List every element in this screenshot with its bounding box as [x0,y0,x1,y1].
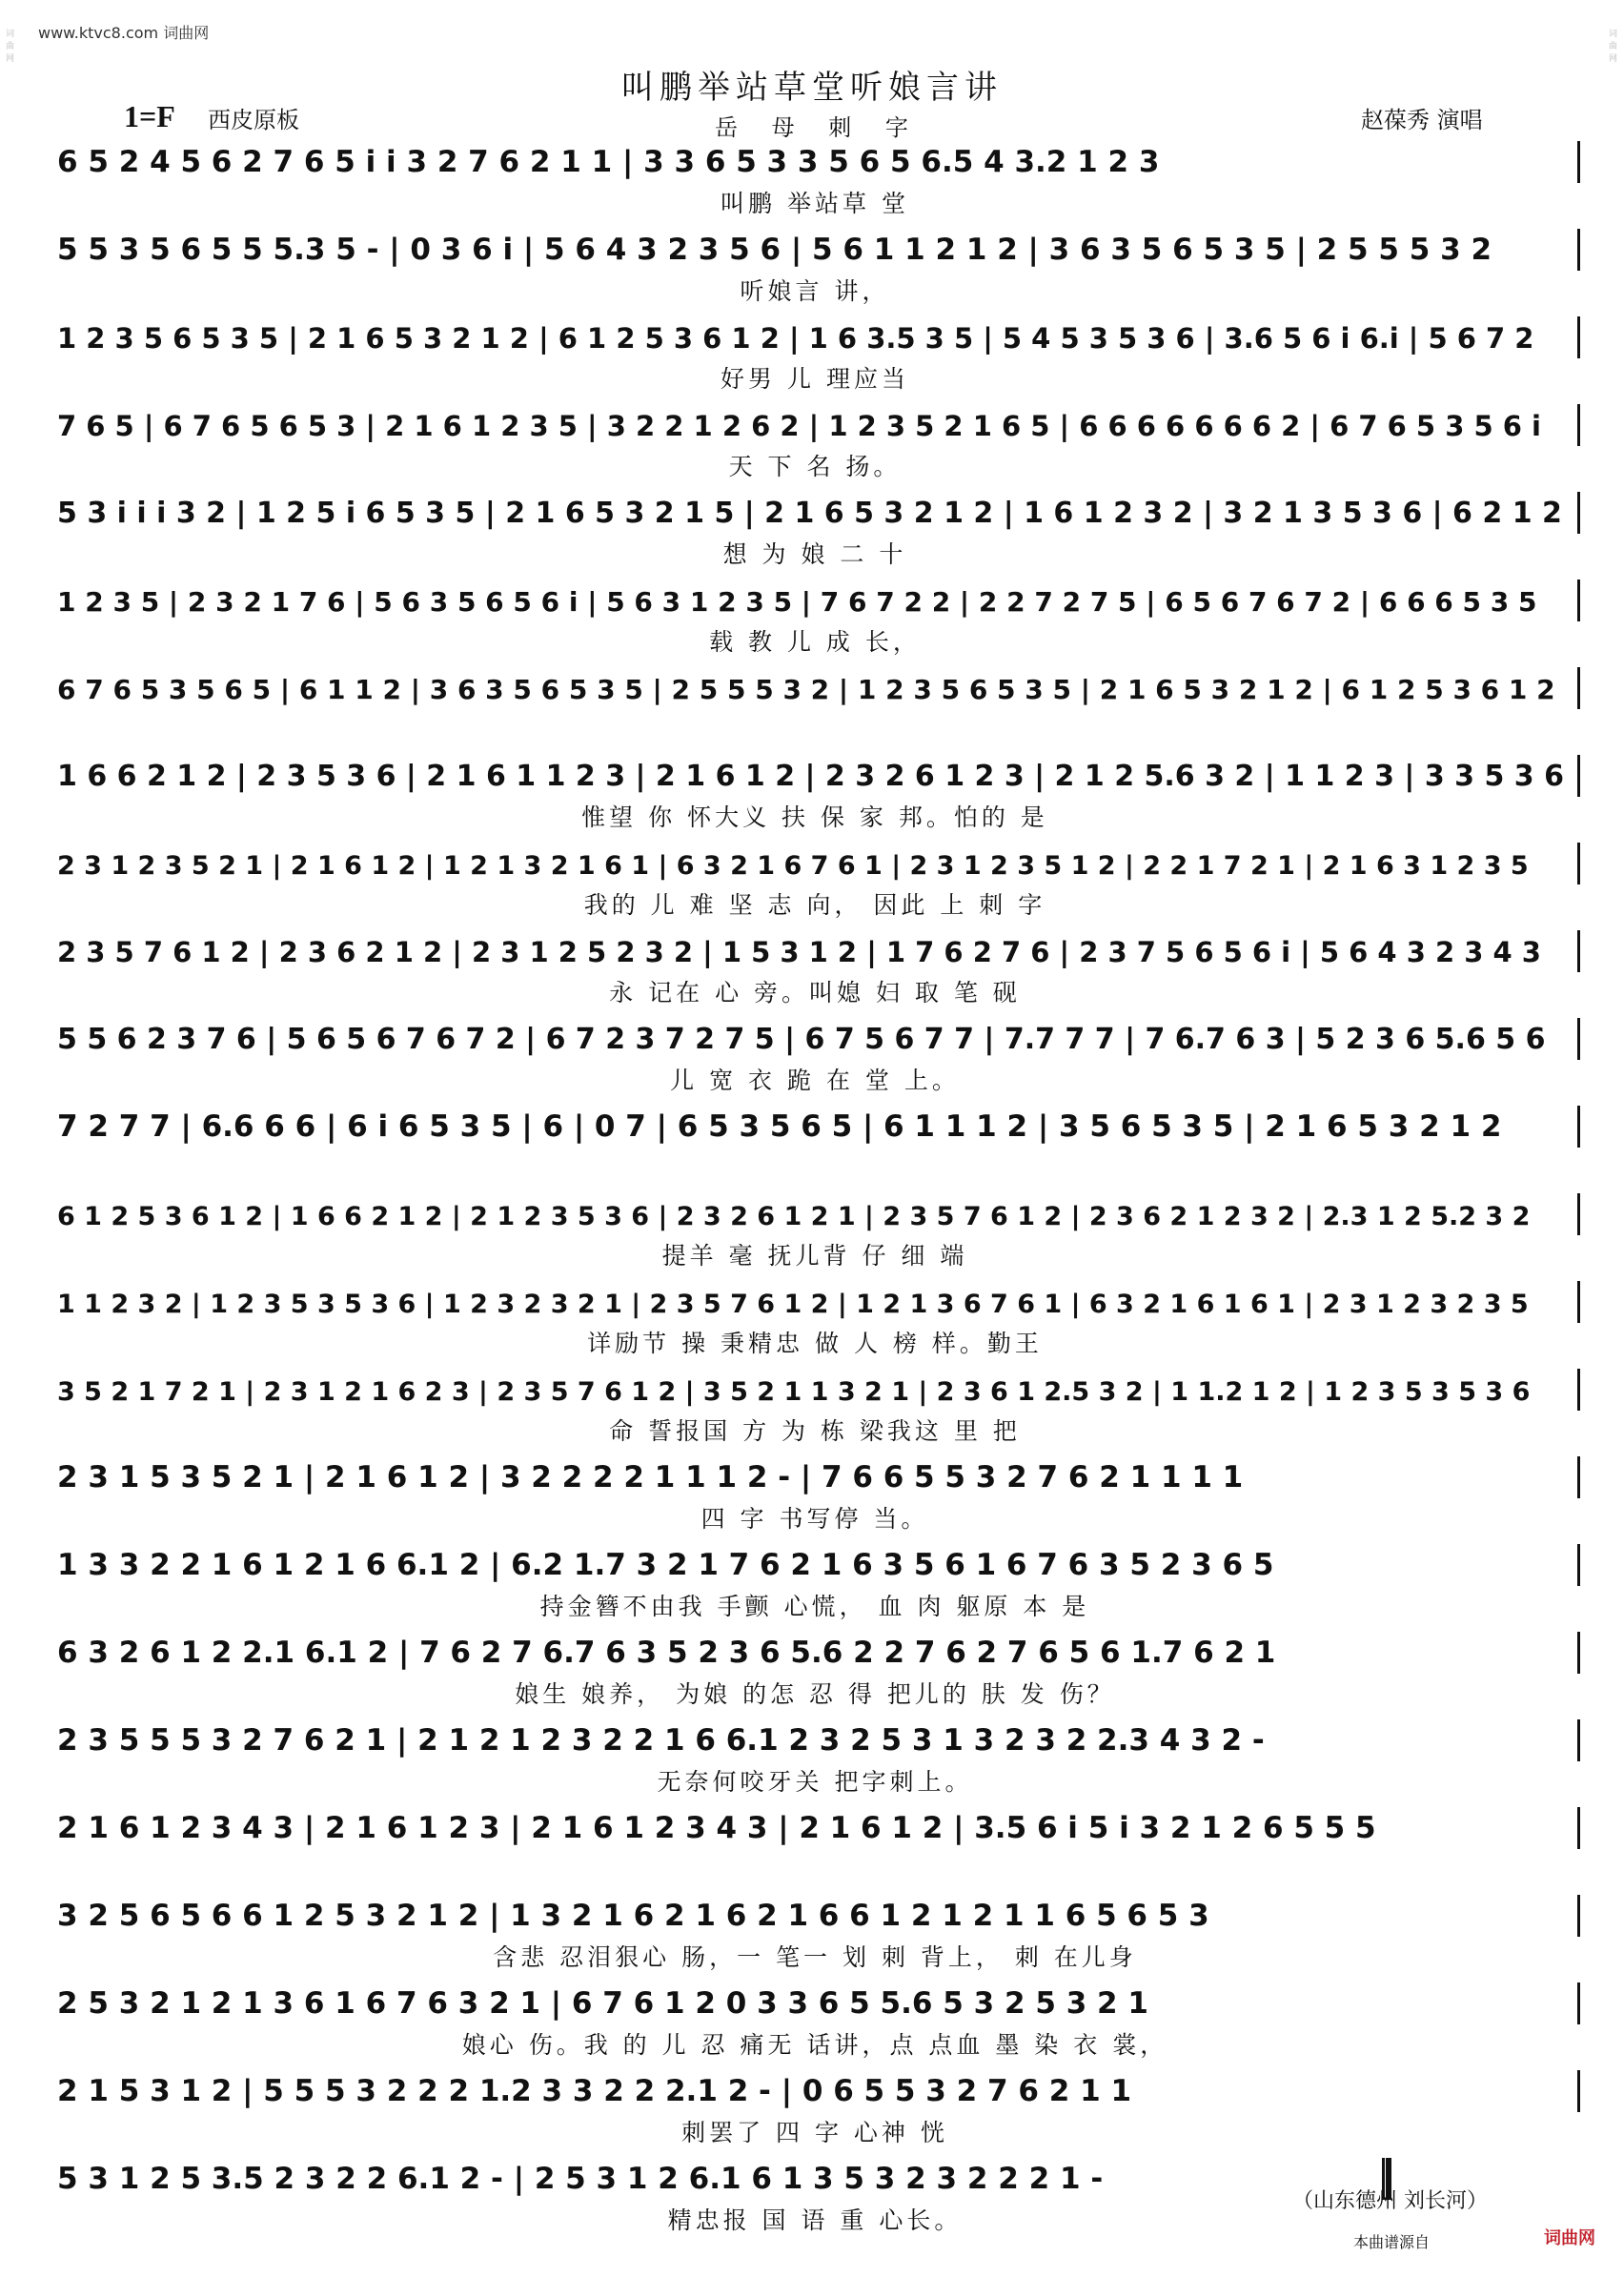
barline [1577,1369,1580,1411]
barline [1577,1719,1580,1761]
barline [1577,1807,1580,1849]
lyric-row: 娘心 伤。我 的 儿 忍 痛无 话讲，点 点血 墨 染 衣 裳， [461,2031,1168,2059]
barline [1577,755,1580,797]
lyric-row: 娘生 娘养， 为娘 的怎 忍 得 把儿的 肤 发 伤？ [515,1680,1115,1708]
note-row: 7 2 7 7 | 6.6 6 6 | 6 i 6 5 3 5 | 6 | 0 7 | 6 5 3 5 6 5 | 6 1 1 1 2 | 3 5 6 5 3 5 | 2 1 6 5 3 2 1 2 [57,1106,1573,1147]
barline [1577,1193,1580,1235]
key-signature: 1=F [124,99,175,133]
note-row: 3 2 5 6 5 6 6 1 2 5 3 2 1 2 | 1 3 2 1 6 2 1 6 2 1 6 6 1 2 1 2 1 1 6 5 6 5 3 [57,1895,1573,1936]
barline [1577,930,1580,972]
barline [1577,1895,1580,1937]
lyric-row: 详励节 操 秉精忠 做 人 榜 样。勤王 [587,1330,1043,1357]
note-row: 6 7 6 5 3 5 6 5 | 6 1 1 2 | 3 6 3 5 6 5 3 5 | 2 5 5 5 3 2 | 1 2 3 5 6 5 3 5 | 2 1 6 5 3 2 1 2 | 6 1 2 5 3 6 1 2 [57,667,1573,708]
note-row: 6 5 2 4 5 6 2 7 6 5 i i 3 2 7 6 2 1 1 | 3 3 6 5 3 3 5 6 5 6.5 4 3.2 1 2 3 [57,141,1573,182]
site-logo: 词曲网 [1544,2228,1595,2248]
note-row: 5 3 1 2 5 3.5 2 3 2 2 6.1 2 - | 2 5 3 1 2 6.1 6 1 3 5 3 2 3 2 2 2 1 - [57,2158,1573,2199]
barline [1577,1544,1580,1586]
note-row: 2 1 6 1 2 3 4 3 | 2 1 6 1 2 3 | 2 1 6 1 2 3 4 3 | 2 1 6 1 2 | 3.5 6 i 5 i 3 2 1 2 6 5 5 5 [57,1807,1573,1848]
side-watermark-right: 词曲网 [1609,30,1618,64]
lyric-row [57,1851,1573,1885]
song-title: 叫鹏举站草堂听娘言讲 [621,69,1003,107]
lyric-row: 刺罢了 四 字 心神 恍 [681,2119,948,2146]
note-row: 6 3 2 6 1 2 2.1 6.1 2 | 7 6 2 7 6.7 6 3 5 2 3 6 5.6 2 2 7 6 2 7 6 5 6 1.7 6 2 1 [57,1632,1573,1673]
lyric-row: 精忠报 国 语 重 心长。 [667,2206,963,2234]
mode-label: 西皮原板 [208,107,299,133]
barline [1577,492,1580,534]
note-row: 2 3 1 2 3 5 2 1 | 2 1 6 1 2 | 1 2 1 3 2 1 6 1 | 6 3 2 1 6 7 6 1 | 2 3 1 2 3 5 1 2 | 2 2 1 7 2 1 | 2 1 6 3 1 2 3 5 [57,843,1573,884]
lyric-row: 四 字 书写停 当。 [700,1505,929,1533]
note-row: 1 2 3 5 | 2 3 2 1 7 6 | 5 6 3 5 6 5 6 i | 5 6 3 1 2 3 5 | 7 6 7 2 2 | 2 2 7 2 7 5 | 6 5 6 7 6 7 2 | 6 6 6 5 3 5 [57,579,1573,620]
barline [1577,1018,1580,1060]
note-row: 1 2 3 5 6 5 3 5 | 2 1 6 5 3 2 1 2 | 6 1 2 5 3 6 1 2 | 1 6 3.5 3 5 | 5 4 5 3 5 3 6 | 3.6 5 6 i 6.i | 5 6 7 2 [57,316,1573,357]
lyric-row [57,711,1573,745]
side-watermark-left: 词曲网 [6,30,15,64]
barline [1577,1456,1580,1498]
barline [1577,1106,1580,1148]
note-row: 1 1 2 3 2 | 1 2 3 5 3 5 3 6 | 1 2 3 2 3 2 1 | 2 3 5 7 6 1 2 | 1 2 1 3 6 7 6 1 | 6 3 2 1 6 1 6 1 | 2 3 1 2 3 2 3 5 [57,1281,1573,1322]
note-row: 5 3 i i i 3 2 | 1 2 5 i 6 5 3 5 | 2 1 6 5 3 2 1 5 | 2 1 6 5 3 2 1 2 | 1 6 1 2 3 2 | 3 2 1 3 5 3 6 | 6 2 1 2 [57,492,1573,533]
watermark: www.ktvc8.com 词曲网 [38,24,210,42]
note-row: 7 6 5 | 6 7 6 5 6 5 3 | 2 1 6 1 2 3 5 | 3 2 2 1 2 6 2 | 1 2 3 5 2 1 6 5 | 6 6 6 6 6 6 6 2 | 6 7 6 5 3 5 6 i [57,404,1573,445]
note-row: 5 5 3 5 6 5 5 5.3 5 - | 0 3 6 i | 5 6 4 3 2 3 5 6 | 5 6 1 1 2 1 2 | 3 6 3 5 6 5 3 5 | 2 5 5 5 3 2 [57,229,1573,270]
note-row: 2 3 5 5 5 3 2 7 6 2 1 | 2 1 2 1 2 3 2 2 1 6 6.1 2 3 2 5 3 1 3 2 3 2 2.3 4 3 2 - [57,1719,1573,1760]
lyric-row: 含悲 忍泪狠心 肠，一 笔一 划 刺 背上， 刺 在儿身 [493,1943,1137,1971]
barline [1577,229,1580,271]
note-row: 3 5 2 1 7 2 1 | 2 3 1 2 1 6 2 3 | 2 3 5 7 6 1 2 | 3 5 2 1 1 3 2 1 | 2 3 6 1 2.5 3 2 | 1 1.2 1 2 | 1 2 3 5 3 5 3 6 [57,1369,1573,1410]
note-row: 2 3 1 5 3 5 2 1 | 2 1 6 1 2 | 3 2 2 2 2 1 1 1 2 - | 7 6 6 5 5 3 2 7 6 2 1 1 1 1 [57,1456,1573,1497]
lyric-row: 无奈何咬牙关 把字刺上。 [657,1768,973,1796]
barline [1577,1281,1580,1323]
note-row: 1 6 6 2 1 2 | 2 3 5 3 6 | 2 1 6 1 1 2 3 | 2 1 6 1 2 | 2 3 2 6 1 2 3 | 2 1 2 5.6 3 2 | 1 1 2 3 | 3 3 5 3 6 [57,755,1573,796]
lyric-row: 惟望 你 怀大义 扶 保 家 邦。怕的 是 [581,803,1048,831]
note-row: 5 5 6 2 3 7 6 | 5 6 5 6 7 6 7 2 | 6 7 2 3 7 2 7 5 | 6 7 5 6 7 7 | 7.7 7 7 | 7 6.7 6 3 | 5 2 3 6 5.6 5 6 [57,1018,1573,1059]
lyric-row: 听娘言 讲， [740,277,890,305]
barline [1577,843,1580,884]
lyric-row: 提羊 毫 抚儿背 仔 细 端 [661,1242,968,1270]
note-row: 2 3 5 7 6 1 2 | 2 3 6 2 1 2 | 2 3 1 2 5 2 3 2 | 1 5 3 1 2 | 1 7 6 2 7 6 | 2 3 7 5 6 5 6 i | 5 6 4 3 2 3 4 3 [57,930,1573,971]
lyric-row: 持金簪不由我 手颤 心慌， 血 肉 躯原 本 是 [539,1593,1090,1620]
lyric-row: 永 记在 心 旁。叫媳 妇 取 笔 砚 [609,979,1021,1006]
lyric-row: 叫鹏 举站草 堂 [721,190,909,217]
barline [1577,667,1580,709]
credit-note: 本曲谱源自 [1353,2233,1431,2251]
opera-subtitle: 岳 母 刺 字 [715,114,922,141]
source-note: （山东德州 刘长河） [1292,2189,1488,2213]
barline [1577,141,1580,183]
lyric-row [57,1149,1573,1184]
barline [1577,404,1580,446]
note-row: 2 1 5 3 1 2 | 5 5 5 3 2 2 2 1.2 3 3 2 2 2.1 2 - | 0 6 5 5 3 2 7 6 2 1 1 [57,2070,1573,2111]
lyric-row: 天 下 名 扬。 [728,453,902,480]
lyric-row: 儿 宽 衣 跪 在 堂 上。 [670,1067,960,1094]
barline [1577,1982,1580,2024]
note-row: 1 3 3 2 2 1 6 1 2 1 6 6.1 2 | 6.2 1.7 3 2 1 7 6 2 1 6 3 5 6 1 6 7 6 3 5 2 3 6 5 [57,1544,1573,1585]
barline [1577,2070,1580,2112]
lyric-row: 想 为 娘 二 十 [722,540,907,568]
note-row: 2 5 3 2 1 2 1 3 6 1 6 7 6 3 2 1 | 6 7 6 1 2 0 3 3 6 5 5.6 5 3 2 5 3 2 1 [57,1982,1573,2023]
lyric-row: 载 教 儿 成 长， [709,628,921,656]
lyric-row: 我的 儿 难 坚 志 向， 因此 上 刺 字 [583,891,1046,919]
lyric-row: 命 誓报国 方 为 栋 梁我这 里 把 [609,1417,1021,1445]
performer-label: 赵葆秀 演唱 [1361,107,1483,133]
barline [1577,316,1580,358]
barline [1577,579,1580,621]
lyric-row: 好男 儿 理应当 [721,365,909,393]
note-row: 6 1 2 5 3 6 1 2 | 1 6 6 2 1 2 | 2 1 2 3 5 3 6 | 2 3 2 6 1 2 1 | 2 3 5 7 6 1 2 | 2 3 6 2 1 2 3 2 | 2.3 1 2 5.2 3 2 [57,1193,1573,1234]
barline [1577,1632,1580,1674]
